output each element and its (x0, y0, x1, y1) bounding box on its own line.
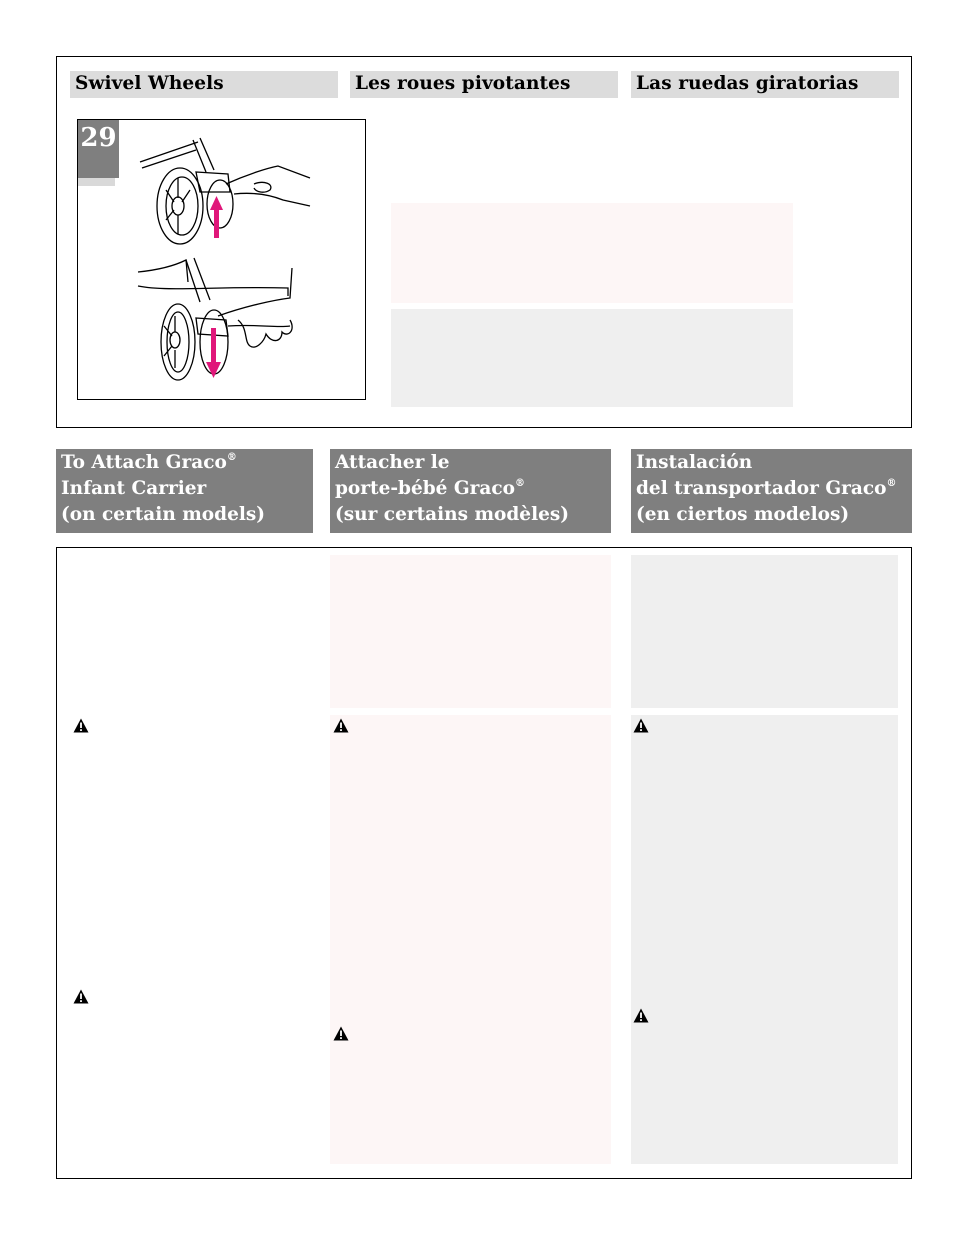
attach-es-line2: del transportador Graco® (636, 478, 897, 499)
figure-number-badge: 29 (78, 120, 119, 178)
spanish-text-panel (391, 309, 793, 407)
french-column-top (330, 555, 611, 708)
attach-fr-line1: Attacher le (335, 452, 450, 473)
swivel-heading-es: Las ruedas giratorias (631, 71, 899, 98)
attach-heading-en (56, 449, 313, 533)
registered-mark: ® (515, 478, 526, 489)
attach-en-line2: Infant Carrier (61, 478, 207, 499)
warning-triangle-icon (73, 989, 89, 1004)
warning-triangle-icon (73, 718, 89, 733)
warning-triangle-icon (333, 1026, 349, 1041)
attach-heading-fr (330, 449, 611, 533)
attach-fr-line3: (sur certains modèles) (335, 504, 570, 525)
arrow-up-icon (210, 196, 223, 238)
swivel-wheel-illustration (78, 120, 365, 399)
warning-triangle-icon (633, 718, 649, 733)
attach-en-line1: To Attach Graco® (61, 452, 237, 473)
french-column-bottom (330, 715, 611, 1164)
attach-heading-es (631, 449, 912, 533)
registered-mark: ® (886, 478, 897, 489)
figure-29-illustration (77, 119, 366, 400)
swivel-heading-en: Swivel Wheels (70, 71, 338, 98)
attach-en-line3: (on certain models) (61, 504, 266, 525)
swivel-heading-fr: Les roues pivotantes (350, 71, 618, 98)
attach-fr-line2: porte-bébé Graco® (335, 478, 526, 499)
spanish-column-bottom (631, 715, 898, 1164)
warning-triangle-icon (633, 1008, 649, 1023)
warning-triangle-icon (333, 718, 349, 733)
spanish-column-top (631, 555, 898, 708)
attach-es-line3: (en ciertos modelos) (636, 504, 850, 525)
french-text-panel (391, 203, 793, 303)
registered-mark: ® (226, 452, 237, 463)
figure-number-shadow (78, 178, 115, 186)
attach-es-line1: Instalación (636, 452, 753, 473)
